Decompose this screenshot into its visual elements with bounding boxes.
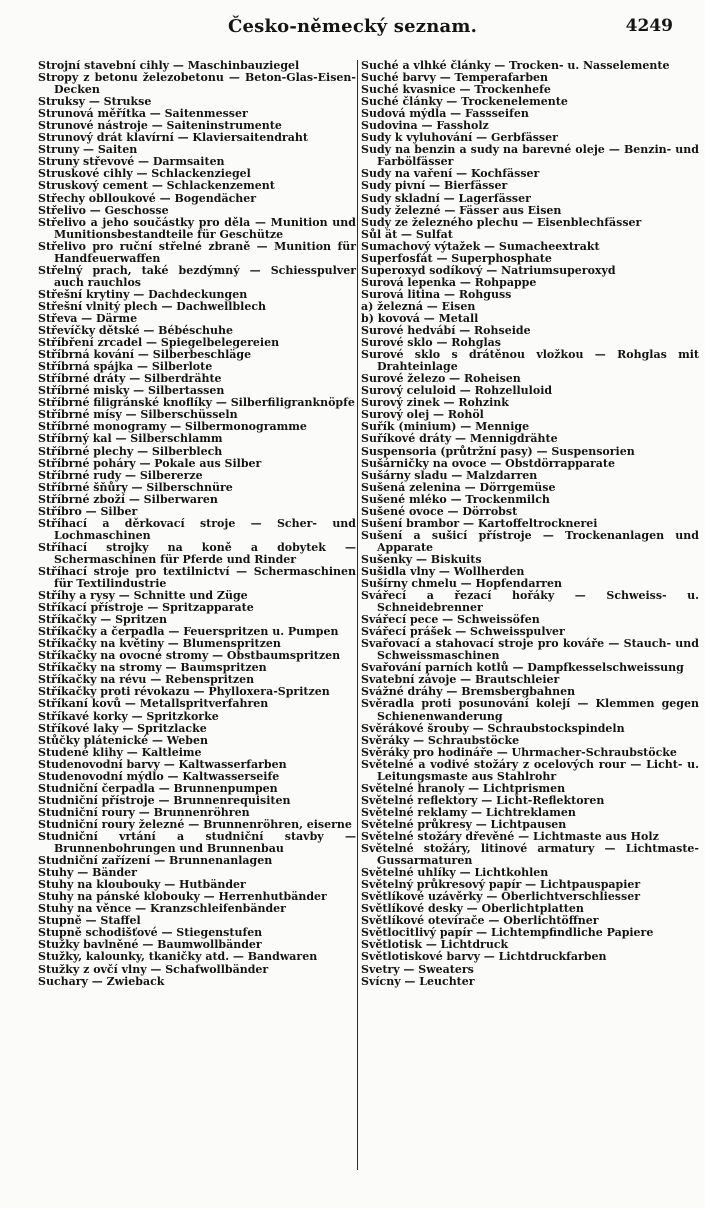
glossary-entry: Struny střevové — Darmsaiten [38,155,225,169]
glossary-entry: Svícny — Leuchter [361,974,475,988]
glossary-entry: Sušení a sušicí přístroje — Trockenanlagen und Apparate [361,528,699,554]
glossary-entry: Svatební závoje — Brautschleier [361,673,560,687]
glossary-entry: Stupně schodišťové — Stiegenstufen [38,926,263,940]
glossary-entry: Světelný průkresový papír — Lichtpauspapier [361,878,641,892]
glossary-entry: Struny — Saiten [38,143,138,157]
glossary-entry: Světlotisk — Lichtdruck [361,938,509,952]
glossary-entry: Svetry — Sweaters [361,962,474,976]
glossary-entry: Světlotiskové barvy — Lichtdruckfarben [361,950,607,964]
glossary-entry: Strojní stavební cihly — Maschinbauziegel [38,59,300,72]
glossary-entry: Strunová měřítka — Saitenmesser [38,107,248,121]
glossary-entry: Světelné uhlíky — Lichtkohlen [361,866,549,880]
glossary-entry: Sušení brambor — Kartoffeltrocknerei [361,516,598,530]
glossary-entry: Surová litina — Rohguss [361,287,512,301]
glossary-entry: Sušárničky na ovoce — Obstdörrapparate [361,456,615,470]
glossary-entry: Světlocitlivý papír — Lichtempfindliche Papiere [361,926,654,940]
glossary-entry: Sudy pivní — Bierfässer [361,179,508,193]
glossary-entry: Strunové nástroje — Saiteninstrumente [38,119,282,133]
glossary-entry: Surová lepenka — Rohpappe [361,275,537,289]
glossary-entry: Stuhy — Bänder [38,866,137,880]
glossary-entry: Stříbrné filigránské knoflíky — Silberfiligranknöpfe [38,396,355,410]
glossary-entry: Svářecí prášek — Schweisspulver [361,625,565,639]
glossary-entry: Studniční čerpadla — Brunnenpumpen [38,781,278,795]
glossary-entry: Sudy železné — Fässer aus Eisen [361,203,562,217]
glossary-entry: Svěradla proti posunování kolejí — Klemmen gegen Schienenwanderung [361,697,699,723]
glossary-entry: Sušírny chmelu — Hopfendarren [361,577,563,591]
glossary-entry: Světelné reflektory — Licht-Reflektoren [361,793,605,807]
page-header [0,8,705,38]
glossary-entry: Světlíkové uzávěrky — Oberlichtverschliesser [361,890,640,904]
glossary-entry: Stříkačky na révu — Rebenspritzen [38,673,255,687]
glossary-entry: Světelné hranoly — Lichtprismen [361,781,566,795]
glossary-entry: Stříbrné rudy — Silbererze [38,468,203,482]
glossary-entry: Stříbrný kal — Silberschlamm [38,432,223,446]
glossary-entry: Sudovina — Fassholz [361,119,489,133]
glossary-entry: Surové hedvábí — Rohseide [361,324,531,338]
glossary-entry: Surové železo — Roheisen [361,372,521,386]
glossary-entry: Surový celuloid — Rohzelluloid [361,384,553,398]
glossary-entry: Střevíčky dětské — Bébéschuhe [38,324,234,338]
glossary-entry: Svěráky pro hodináře — Uhrmacher-Schraubstöcke [361,745,677,759]
glossary-entry: Studniční vrtání a studniční stavby — Brunnenbohrungen und Brunnenbau [38,830,356,856]
left-column [38,60,356,988]
glossary-entry: Surové sklo — Rohglas [361,336,501,350]
glossary-entry: a) železná — Eisen [361,299,476,313]
glossary-entry: Suřík (minium) — Mennige [361,420,530,434]
glossary-entry: Světelné stožáry dřevěné — Lichtmaste aus Holz [361,830,659,843]
glossary-entry: Sumachový výtažek — Sumacheextrakt [361,239,600,253]
glossary-entry: Stříkačky — Spritzen [38,613,168,627]
glossary-entry: Stříbrné plechy — Silberblech [38,444,223,458]
glossary-entry: Sušené mléko — Trockenmilch [361,492,550,506]
glossary-entry: Studniční roury — Brunnenröhren [38,805,250,819]
glossary-entry: Studenovodní mýdlo — Kaltwasserseife [38,769,280,783]
glossary-entry: Studniční přístroje — Brunnenrequisiten [38,793,291,807]
glossary-entry: Sudy ze železného plechu — Eisenblechfässer [361,215,642,229]
glossary-entry: Stužky, kalounky, tkaničky atd. — Bandwaren [38,950,318,964]
glossary-entry: Stužky bavlněné — Baumwollbänder [38,938,262,952]
glossary-entry: Střechy oblloukové — Bogendächer [38,191,257,205]
glossary-entry: Světelné reklamy — Lichtreklamen [361,805,576,819]
glossary-entry: Stříbření zrcadel — Spiegelbelegereien [38,336,280,350]
glossary-entry: Svařování parních kotlů — Dampfkesselschweissung [361,661,684,675]
glossary-entry: Stříbrné zboží — Silberwaren [38,492,218,506]
glossary-entry: Suché a vlhké články — Trocken- u. Nasselemente [361,59,670,72]
glossary-entry: Střelivo pro ruční střelné zbraně — Munition für Handfeuerwaffen [38,239,356,265]
glossary-entry: Sudová mýdla — Fassseifen [361,107,529,121]
glossary-entry: Sušidla vlny — Wollherden [361,564,525,578]
glossary-entry: Stříbrná spájka — Silberlote [38,360,213,374]
glossary-entry: Stříkačky proti révokazu — Phylloxera-Spritzen [38,685,330,699]
glossary-entry: Stříkačky a čerpadla — Feuerspritzen u. Pumpen [38,625,339,639]
glossary-entry: Střelivo a jeho součástky pro děla — Munition und Munitionsbestandteile für Geschütze [38,215,356,241]
glossary-entry: Svářecí a řezací hořáky — Schweiss- u. Schneidebrenner [361,589,699,615]
glossary-entry: Stříkové laky — Spritzlacke [38,721,207,735]
glossary-entry: Stuhy na kloubouky — Hutbänder [38,878,246,892]
glossary-entry: Suché články — Trockenelemente [361,95,568,109]
glossary-entry: Stříkačky na květiny — Blumenspritzen [38,637,281,651]
glossary-entry: Struskový cement — Schlackenzement [38,179,275,193]
glossary-entry: Struksy — Strukse [38,95,152,109]
glossary-entry: Struskové cihly — Schlackenziegel [38,167,251,181]
glossary-entry: Svěrákové šrouby — Schraubstockspindeln [361,721,625,735]
glossary-entry: Superoxyd sodíkový — Natriumsuperoxyd [361,263,616,277]
glossary-entry: b) kovová — Metall [361,311,479,325]
glossary-entry: Světelné stožáry, litinové armatury — Lichtmaste-Gussarmaturen [361,842,699,868]
glossary-entry: Sudy k vyluhování — Gerbfässer [361,131,558,145]
glossary-entry: Sušárny sladu — Malzdarren [361,468,538,482]
column-divider [357,60,358,1170]
glossary-entry: Stříkačky na stromy — Baumspritzen [38,661,267,675]
glossary-entry: Střelivo — Geschosse [38,203,169,217]
glossary-entry: Sušenky — Biskuits [361,552,482,566]
glossary-entry: Stužky z ovčí vlny — Schafwollbänder [38,962,269,976]
glossary-entry: Stuhy na pánské klobouky — Herrenhutbänder [38,890,327,904]
glossary-entry: Stříbro — Silber [38,504,138,518]
glossary-entry: Sudy na benzin a sudy na barevné oleje — Benzin- und Farbölfässer [361,143,699,169]
glossary-entry: Svážné dráhy — Bremsbergbahnen [361,685,576,699]
glossary-entry: Superfosfát — Superphosphate [361,251,552,265]
glossary-entry: Stříbrné dráty — Silberdrähte [38,372,222,386]
glossary-entry: Studniční roury železné — Brunnenröhren, eiserne [38,817,352,831]
glossary-entry: Střešní krytiny — Dachdeckungen [38,287,248,301]
glossary-entry: Suspensoria (průtržní pasy) — Suspensorien [361,444,635,458]
glossary-entry: Střelný prach, také bezdýmný — Schiesspulver auch rauchlos [38,263,356,289]
glossary-entry: Surové sklo s drátěnou vložkou — Rohglas mit Drahteinlage [361,348,699,374]
glossary-entry: Suchary — Zwieback [38,974,165,988]
glossary-entry: Stropy z betonu železobetonu — Beton-Glas-Eisen-Decken [38,71,356,97]
glossary-entry: Svařovací a stahovací stroje pro kováře — Stauch- und Schweissmaschinen [361,637,699,663]
glossary-entry: Stříbrné monogramy — Silbermonogramme [38,420,307,434]
glossary-entry: Sušená zelenina — Dörrgemüse [361,480,556,494]
glossary-entry: Stříhací strojky na koně a dobytek — Schermaschinen für Pferde und Rinder [38,540,356,566]
glossary-entry: Stříhy a rysy — Schnitte und Züge [38,589,248,603]
glossary-entry: Strunový drát klavírní — Klaviersaitendraht [38,131,308,145]
glossary-entry: Stupně — Staffel [38,914,141,928]
glossary-entry: Střeva — Därme [38,311,138,325]
glossary-entry: Stříbrné poháry — Pokale aus Silber [38,456,262,470]
glossary-entry: Světelné a vodivé stožáry z ocelových rour — Licht- u. Leitungsmaste aus Stahlrohr [361,757,699,783]
glossary-entry: Stříkavé korky — Spritzkorke [38,709,219,723]
glossary-entry: Studené klihy — Kaltleime [38,745,202,759]
glossary-entry: Sůl ät — Sulfat [361,227,453,241]
glossary-entry: Stříhací stroje pro textilnictví — Schermaschinen für Textilindustrie [38,564,356,591]
glossary-entry: Střešní vlnitý plech — Dachwellblech [38,299,267,313]
glossary-entry: Stuhy na věnce — Kranzschleifenbänder [38,902,286,916]
glossary-entry: Stříkaní kovů — Metallspritverfahren [38,697,269,711]
glossary-entry: Suché barvy — Temperafarben [361,71,549,85]
page-title: Česko-německý seznam. [227,16,478,37]
glossary-entry: Stříbrné šňůry — Silberschnüre [38,480,233,494]
right-column [361,60,699,988]
glossary-entry: Studniční zařízení — Brunnenanlagen [38,854,273,868]
glossary-entry: Stříbrné misky — Silbertassen [38,384,225,398]
glossary-entry: Stříbrné mísy — Silberschüsseln [38,408,238,422]
page-number: 4249 [625,16,673,36]
glossary-entry: Stůčky plátenické — Weben [38,733,208,747]
glossary-entry: Surový olej — Rohöl [361,408,484,422]
glossary-entry: Studenovodní barvy — Kaltwasserfarben [38,757,287,771]
glossary-entry: Sušené ovoce — Dörrobst [361,504,518,518]
glossary-entry: Svářecí pece — Schweissöfen [361,613,540,627]
glossary-entry: Stříbrná kování — Silberbeschläge [38,348,252,362]
glossary-entry: Sudy na vaření — Kochfässer [361,167,540,181]
glossary-entry: Suché kvasnice — Trockenhefe [361,83,551,97]
glossary-entry: Světlíkové otevírače — Oberlichtöffner [361,914,599,928]
glossary-entry: Stříkačky na ovocné stromy — Obstbaumspritzen [38,649,341,663]
glossary-entry: Surový zinek — Rohzink [361,396,509,410]
glossary-entry: Stříhací a děrkovací stroje — Scher- und Lochmaschinen [38,516,356,542]
glossary-entry: Stříkací přístroje — Spritzapparate [38,601,254,615]
glossary-entry: Svěráky — Schraubstöcke [361,733,520,747]
glossary-entry: Světelné průkresy — Lichtpausen [361,817,567,831]
glossary-entry: Sudy skladní — Lagerfässer [361,191,531,205]
glossary-entry: Suříkové dráty — Mennigdrähte [361,432,558,446]
glossary-entry: Světlíkové desky — Oberlichtplatten [361,902,584,916]
